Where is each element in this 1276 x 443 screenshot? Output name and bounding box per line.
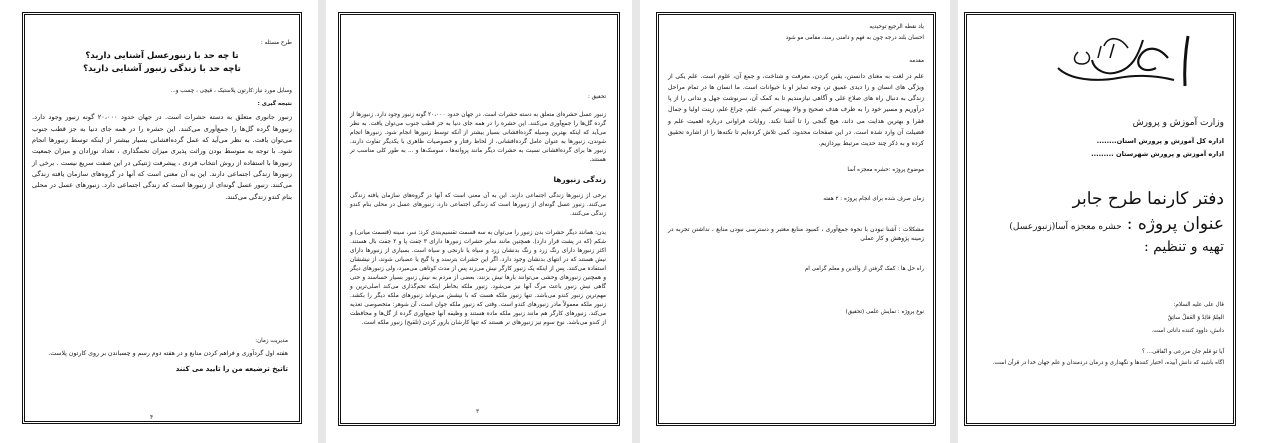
materials-text: وسایل مورد نیاز:کارتون پلاستیک ، قیچی ، چسب و... xyxy=(170,88,292,95)
project-time: زمان صرف شده برای انجام پروژه : ۲ هفته xyxy=(823,196,924,203)
question-1: تا چه حد با زنبورعسل آشنایی دارید؟ xyxy=(85,50,239,61)
quote-arabic: آیا تو قلم جان مزرعی و انّفاقی... ؟ xyxy=(1142,348,1224,355)
intro-text: علم در لغت به معنای دانستن، یقین کردن، معرفت و شناخت، و جمع آن، علوم است. علم یکی از ویژگی های انسان و را دیدی عمیق تر، وجه تمایز او با حیوانات است. ما انسان ها در تمام مراحل زندگی به دنبال راه های صلاح علی و آگاهی نیازمندیم تا به کمک آن، سرنوشت جهل و ندانی را از پا درآوریم و مسیر خود را به طرف هدف صحیح و والا بهینه‌تر کنیم. علم، چراغ علم، زینت اولیا و جمال فقرا و بهترین هدایت می داند، هیچ گنجی را تا آشنا نکند. روایات فراوانی درباره اهمیت علم و فضیلت آن وارد شده است. در این صفحات محدود، کمی تلاش کرده‌ایم تا نکته‌ها را از اشاره تحقیق کرده و به ذکر چند حدیث مرتبط بپردازیم. xyxy=(668,72,924,147)
page-number: ۴ xyxy=(150,414,154,421)
conclusion-label: نتیجه گیری : xyxy=(257,101,292,108)
project-topic: موضوع پروژه :حشره معجزه آسا xyxy=(847,167,924,174)
life-heading: زندگی زنبورها xyxy=(553,174,606,184)
page-content xyxy=(668,24,924,316)
research-intro: زنبور عسل حشره‌ای متعلق به دسته حشرات است. در جهان حدود ۲۰،۰۰۰ گونه زنبور وجود دارد. زنبورها از گرده گل‌ها را جمع‌آوری می‌کنند. این حشره را در همه جای دنیا به جز قطب جنوب می‌توان یافت. به نظر می‌آید که اینکه بهترین وسیله گرده‌افشانی بسیار بیشتر از آنکه توسط زنبورها انجام شود. زنبورها انجام شوندن، زنبورها به عنوان عامل گرده‌افشانی، از لحاظ رفتار و خصوصیات ظاهری با یکدیگر تفاوت دارند. زنبور ها برای گرده‌افشانی نسبت به حشرات دیگر مانند پروانه‌ها ، سوسک‌ها و ... به طور کلی مناسب تر هستند. xyxy=(349,111,606,163)
hadith-arabic: العِلمُ قائِدٌ وَ العَمَلُ سائِقٌ xyxy=(1167,314,1224,321)
document-page-3 xyxy=(326,0,632,443)
header-line-1: یاد نقطه الرجیع توحیدیه xyxy=(869,24,924,30)
body-text: بدن: همانند دیگر حشرات بدن زنبور را می‌توان به سه قسمت تقسیم‌بندی کرد: سر، سینه (قسمت میانی) و شکم (که در پشت قرار دارد). همچنین مانند سایر حشرات زنبورها دارای ۳ جفت پا و ۲ جفت بال هستند. اکثر زنبورها دارای رنگ زرد و رنگ بدنشان زرد و سیاه یا نارنجی و سیاه است. بسیاری از زنبورها دارای نیش هستند که در انتهای بدنشان وجود دارد. اگر این حشرات بترسند و یا گیج یا عصبانی شوند، از نیششان استفاده می‌کنند. پس از اینکه یک زنبور کارگر نیش می‌زند پس از مدت کوتاهی می‌میرد، ولی زنبورهای دیگر و همچنین زنبورهای وحشی می‌توانند بارها نیش بزنند. بعضی از مردم به نیش زنبور بسیار حساسند و حتی گاهی نیش زنبور باعث مرگ آنها نیز می‌شود. زنبور ملکه بخاطر اینکه تخم‌گذاری می‌کند اصلی‌ترین و مهم‌ترین زنبور کندو می‌باشد. تنها زنبور ملکه هست که با نیشش می‌تواند زنبورهای ملکه دیگر را بکشد. زنبور ملکه معمولاً مادر زنبورهای کندو است. وقتی که زنبور ملکه جوان است، آن شوهر: متخصوصی تغذیه می‌کند. زنبورهای کارگر هم مانند زنبور ملکه ماده هستند و وظیفه آنها جمع‌آوری گرده از گل‌ها و محافظت از کندو می‌باشد. نوع سوم نیز زنبورهای نر هستند که تنها کارشان بارور کردن (تلقیح) زنبور ملکه است. xyxy=(350,230,606,326)
completion-text: تاتیخ ترضیعه من را تایید می کنند xyxy=(175,364,288,373)
project-type: نوع پروژه : نمایش علمی (تحقیق) xyxy=(845,308,924,315)
document-page-1-cover xyxy=(958,0,1276,443)
page-content xyxy=(350,94,606,328)
hadith-intro: قال علی علیه السلام: xyxy=(1173,302,1224,308)
header-line-2: احسان بلند درجه چون به فهم و دامنی رسد، مقامی مو شود xyxy=(785,34,924,41)
project-solutions: راه حل ها : کمک گرفتن از والدین و معلم گرامی ام xyxy=(804,265,924,272)
document-page-4 xyxy=(0,0,318,443)
research-heading: تحقیق : xyxy=(587,94,606,100)
page-number: ۳ xyxy=(476,408,480,415)
plan-label: طرح مسئله : xyxy=(260,40,292,46)
life-text: برخی از زنبورها زندگی اجتماعی دارند. این به آن معنی است که آنها در گروه‌های سازمان یافته زندگی می‌کنند. زنبور عسل گونه‌ای از زنبورها است که زندگی اجتماعی دارد. زنبورهای عسل در محلی بنام کندو زندگی می‌کنند. xyxy=(350,193,606,218)
project-problems: مشکلات : آشنا نبودن با نحوه جمع‌آوری ، کمبود منابع معتبر و دسترسی نبودن منابع ، نداشتن تجربه در زمینه پژوهش و کار عملی xyxy=(668,226,924,243)
prepared-by: تهیه و تنظیم : xyxy=(1143,239,1224,256)
province-office: اداره کل آموزش و پرورش استان........ xyxy=(1096,137,1224,146)
city-office: اداره آموزش و پرورش شهرستان ......... xyxy=(1091,150,1224,159)
hadith-translation: دانش، داوود کننده داناتی است. xyxy=(1151,327,1224,334)
project-title-row xyxy=(976,214,1224,235)
time-management-text: هفته اول گردآوری و فراهم کردن منابع و در هفته دوم رسم و چسباندن بر روی کارتون پلاست. xyxy=(48,349,288,357)
project-prefix: عنوان پروژه : xyxy=(1126,213,1224,234)
page-content xyxy=(32,40,292,203)
cover-content xyxy=(976,118,1224,257)
question-2: تاچه حد با زندگی زنبور آشنایی دارید؟ xyxy=(83,63,241,74)
project-value: حشره معجزه آسا(زنبورعسل) xyxy=(1009,221,1122,232)
cover-quotes xyxy=(976,302,1224,367)
quote-translation: اگاه باشید که دانش آبیده، اختیار کنندها و نگهداری و درمان دردمندان و علم جهان خدا در قرآن است. xyxy=(992,359,1224,366)
bismillah-calligraphy-icon xyxy=(1048,28,1198,88)
conclusion-text: زنبور جانوری متعلق به دسته حشرات است. در جهان حدود ۲۰،۰۰۰ گونه زنبور وجود دارد. زنبورها گرده گل‌ها را جمع‌آوری می‌کنند. این حشره را در همه جای دنیا به جز قطب جنوب می‌توان یافت. به نظر می‌آید که عمل گرده‌افشانی بسیار بیشتر از اینکه توسط زنبورها انجام شود. با توجه به متوسط بودن وراثت پذیری میزان تخمگذاری ، تعداد نوزادان و میزان جمعیت زنبورها با استفاده از روش انتخاب فردی ، پیشرفت ژنتیکی در این صفت سریع نیست . برخی از زنبورها زندگی اجتماعی دارند. این به آن معنی است که آنها در گروه‌های سازمان یافته زندگی می‌کنند. زنبور عسل گونه‌ای از زنبورها است که زندگی اجتماعی دارد. زنبورهای عسل در محلی بنام کندو زندگی می‌کنند. xyxy=(32,113,292,201)
document-page-2 xyxy=(640,0,950,443)
cover-title: دفتر کارنما طرح جابر xyxy=(1072,188,1224,209)
time-management-label: مدیریت زمان: xyxy=(255,338,288,344)
intro-heading: مقدمه xyxy=(909,57,924,64)
ministry-title: وزارت آموزش و پرورش xyxy=(1132,118,1224,128)
time-management xyxy=(48,338,288,374)
